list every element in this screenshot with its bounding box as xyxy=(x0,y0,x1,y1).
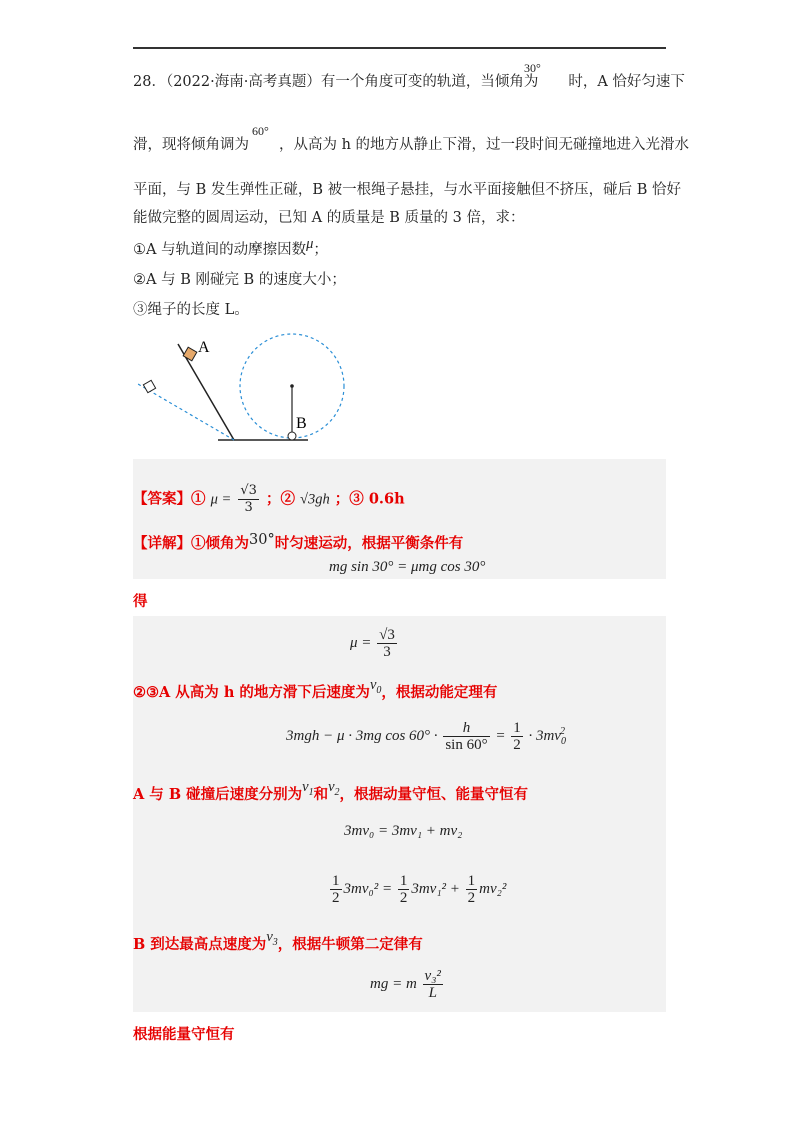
incline-30-dashed xyxy=(138,384,234,440)
half-fraction xyxy=(511,720,523,753)
block-a xyxy=(183,347,197,361)
detail-angle: 30° xyxy=(249,532,275,548)
denominator: 2 xyxy=(399,890,408,906)
numerator: 1 xyxy=(332,873,340,889)
top-rule xyxy=(133,47,666,49)
p4-text: ，根据牛顿第二定律有 xyxy=(277,936,423,953)
v2-sub: 2 xyxy=(334,786,340,798)
question-line-3: 平面，与 B 发生弹性正碰，B 被一根绳子悬挂，与水平面接触但不挤压，碰后 B 恰好 xyxy=(133,182,682,198)
numerator: 1 xyxy=(467,873,476,889)
question-line-1 xyxy=(133,72,685,92)
numerator: 1 xyxy=(513,720,521,736)
de-text: 得 xyxy=(133,593,148,610)
answer-mu: μ = xyxy=(210,491,232,508)
p2-text: ②③A 从高为 h 的地方滑下后速度为 xyxy=(133,684,370,701)
eq5-part: mv₂² xyxy=(479,880,507,897)
v2-symbol: v xyxy=(328,779,335,795)
v0-symbol: v xyxy=(369,677,377,693)
denominator: sin 60° xyxy=(445,737,488,753)
eq3-part: 3mgh − μ · 3mg cos 60° · xyxy=(286,727,438,744)
half-fraction xyxy=(330,873,342,906)
numerator: 1 xyxy=(399,873,408,889)
detail-line-5: 根据能量守恒有 xyxy=(133,1026,235,1043)
eq3-fraction xyxy=(443,720,489,753)
sub-question-3: ③绳子的长度 L。 xyxy=(133,302,249,318)
v3-symbol: v xyxy=(266,929,273,945)
half-fraction xyxy=(466,873,478,906)
question-line-4: 能做完整的圆周运动，已知 A 的质量是 B 质量的 3 倍，求： xyxy=(133,210,525,226)
detail-line-4 xyxy=(133,929,423,961)
eq3-part: · 3mv xyxy=(528,727,561,744)
question-text: 28．（2022·海南·高考真题）有一个角度可变的轨道，当倾角为 xyxy=(133,74,539,90)
equation-1: mg sin 30° = μmg cos 30° xyxy=(329,559,486,575)
block-dashed xyxy=(143,380,155,392)
answer-sep: ；② xyxy=(265,490,295,508)
eq2-fraction xyxy=(377,627,397,660)
v0-sub: 0 xyxy=(376,684,382,696)
p2-text: ，根据动能定理有 xyxy=(381,684,498,701)
denominator: 2 xyxy=(513,737,521,753)
incline-60 xyxy=(178,344,234,440)
eq5-part: 3mv₁² + xyxy=(411,880,460,897)
denominator: 3 xyxy=(244,500,253,515)
q1-end: ； xyxy=(313,242,328,258)
ball-b xyxy=(288,432,296,440)
equation-4: 3mv₀ = 3mv₁ + mv₂ xyxy=(344,823,463,839)
physics-figure xyxy=(130,330,360,450)
p4-text: B 到达最高点速度为 xyxy=(133,936,267,953)
p3-text: A 与 B 碰撞后速度分别为 xyxy=(133,786,303,803)
question-line-2 xyxy=(133,135,689,155)
equation-6 xyxy=(370,968,445,1001)
sub-question-2: ②A 与 B 刚碰完 B 的速度大小； xyxy=(133,272,346,288)
detail-label: 【详解】①倾角为 xyxy=(133,535,249,552)
detail-line-1 xyxy=(133,534,463,554)
numerator: √3 xyxy=(240,483,257,498)
equation-2 xyxy=(350,627,399,660)
v3-sub: 3 xyxy=(272,936,278,948)
question-text: 时，A 恰好匀速下 xyxy=(568,74,685,90)
question-text: ，从高为 h 的地方从静止下滑，过一段时间无碰撞地进入光滑水 xyxy=(279,137,690,153)
answer-velocity: √3gh xyxy=(300,491,330,508)
eq2-lhs: μ = xyxy=(350,634,372,651)
eq5-part: 3mv₀² = xyxy=(343,880,393,897)
answer-length: ；③ 0.6h xyxy=(334,490,405,508)
answer-line xyxy=(133,483,405,516)
q1-text: ①A 与轨道间的动摩擦因数 xyxy=(133,242,307,258)
he-text: 和 xyxy=(313,786,329,803)
answer-fraction xyxy=(238,483,259,516)
denominator: L xyxy=(428,985,437,1001)
question-text: 滑，现将倾角调为 xyxy=(133,137,249,153)
sub-question-1 xyxy=(133,236,328,260)
eq6-fraction xyxy=(423,968,443,1001)
equation-3: 3mgh − μ · 3mg cos 60° · $\frac{h}{\sin 60^\circ}$ = $\frac{1}{2}$ · $3mv_0^2$ xyxy=(286,720,566,753)
mu-symbol: μ xyxy=(306,236,314,252)
numerator: h xyxy=(443,720,489,737)
detail-text: 时匀速运动，根据平衡条件有 xyxy=(274,535,464,552)
v1-symbol: v xyxy=(302,779,309,795)
denominator: 2 xyxy=(332,890,340,906)
label-b: B xyxy=(296,415,307,432)
v1-sub: 1 xyxy=(308,786,314,798)
label-a: A xyxy=(198,339,210,356)
numerator: √3 xyxy=(379,627,395,643)
denominator: 3 xyxy=(383,644,391,660)
denominator: 2 xyxy=(467,890,476,906)
equation-5 xyxy=(328,873,506,906)
answer-label: 【答案】① xyxy=(133,490,206,508)
eq6-lhs: mg = m xyxy=(370,975,417,992)
numerator: v₃² xyxy=(424,968,441,984)
detail-line-2 xyxy=(133,677,498,709)
angle-60: 60° xyxy=(252,124,269,138)
detail-line-3 xyxy=(133,779,529,811)
half-fraction xyxy=(398,873,410,906)
p3-text: ，根据动量守恒、能量守恒有 xyxy=(339,786,529,803)
eq3-equals: = xyxy=(495,727,506,744)
angle-30: 30° xyxy=(524,61,541,75)
